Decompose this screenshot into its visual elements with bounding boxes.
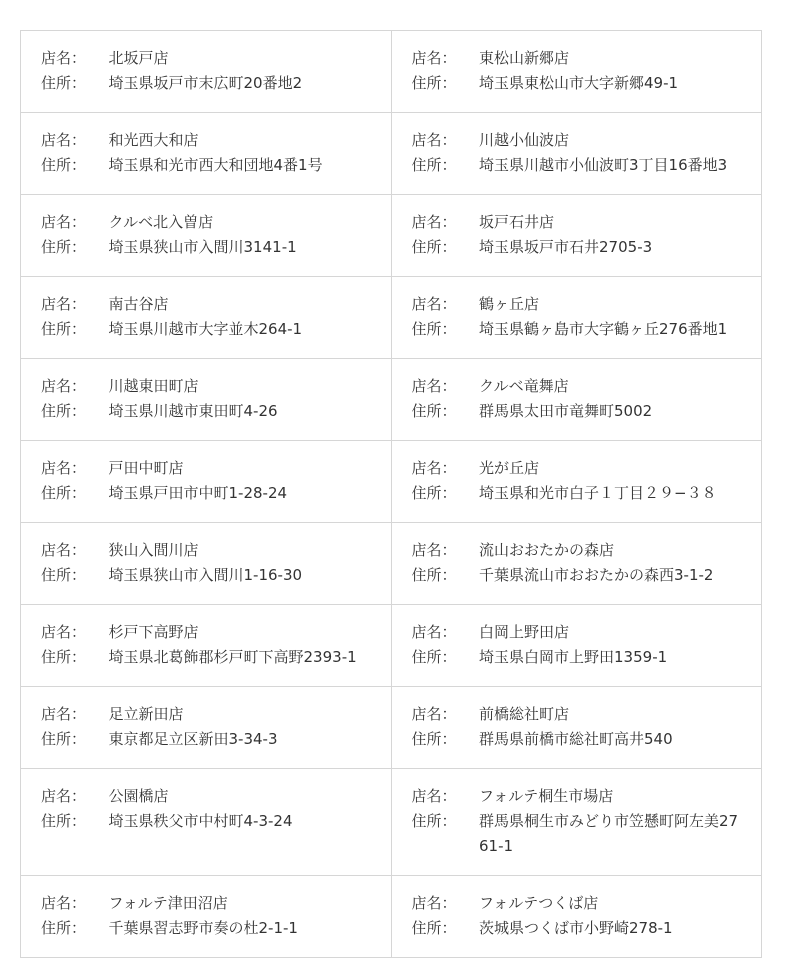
label-gap	[86, 891, 109, 916]
store-name-label: 店名：	[411, 377, 457, 395]
store-address-label: 住所：	[411, 812, 457, 830]
label-gap	[457, 645, 480, 670]
store-address: 群馬県太田市竜舞町5002	[479, 402, 653, 420]
store-name-label: 店名：	[41, 705, 87, 723]
store-cell	[391, 113, 762, 195]
store-address: 群馬県桐生市みどり市笠懸町阿左美2761-1	[479, 812, 739, 855]
store-name-line	[41, 128, 371, 153]
store-address-line	[41, 399, 371, 424]
store-address-line	[412, 481, 742, 506]
store-cell	[391, 523, 762, 605]
label-gap	[86, 702, 109, 727]
store-name-label: 店名：	[41, 295, 87, 313]
store-address-line	[412, 727, 742, 752]
store-name-line	[41, 46, 371, 71]
store-address-line	[412, 235, 742, 260]
table-row	[21, 441, 762, 523]
store-address-label: 住所：	[411, 730, 457, 748]
store-name: 東松山新郷店	[479, 49, 570, 67]
store-name-label: 店名：	[41, 541, 87, 559]
store-address: 埼玉県戸田市中町1-28-24	[108, 484, 288, 502]
store-cell	[21, 277, 392, 359]
store-address-label: 住所：	[41, 648, 87, 666]
label-gap	[457, 702, 480, 727]
store-name: 南古谷店	[108, 295, 169, 313]
store-address: 埼玉県狭山市入間川1-16-30	[108, 566, 303, 584]
store-address-label: 住所：	[411, 484, 457, 502]
store-name-line	[412, 891, 742, 916]
label-gap	[457, 481, 480, 506]
label-gap	[86, 563, 109, 588]
store-name-line	[41, 292, 371, 317]
store-address-line	[412, 317, 742, 342]
label-gap	[457, 317, 480, 342]
store-address-label: 住所：	[411, 74, 457, 92]
store-address: 埼玉県坂戸市末広町20番地2	[108, 74, 303, 92]
store-cell	[391, 359, 762, 441]
store-name-label: 店名：	[411, 541, 457, 559]
store-name-label: 店名：	[411, 787, 457, 805]
store-name: 白岡上野田店	[479, 623, 570, 641]
label-gap	[86, 809, 109, 834]
store-name: 坂戸石井店	[479, 213, 555, 231]
store-name-label: 店名：	[41, 459, 87, 477]
store-address: 埼玉県狭山市入間川3141-1	[108, 238, 297, 256]
label-gap	[86, 317, 109, 342]
store-address-line	[41, 153, 371, 178]
table-row	[21, 195, 762, 277]
store-cell	[21, 359, 392, 441]
label-gap	[457, 292, 480, 317]
label-gap	[86, 538, 109, 563]
store-address: 埼玉県秩父市中村町4-3-24	[108, 812, 293, 830]
store-cell	[391, 876, 762, 958]
store-address: 埼玉県川越市小仙波町3丁目16番地3	[479, 156, 728, 174]
store-address: 埼玉県白岡市上野田1359-1	[479, 648, 668, 666]
store-name-line	[41, 620, 371, 645]
store-name-label: 店名：	[41, 213, 87, 231]
store-cell	[21, 195, 392, 277]
store-address-label: 住所：	[41, 74, 87, 92]
store-list-body	[21, 31, 762, 958]
store-address: 東京都足立区新田3-34-3	[108, 730, 278, 748]
store-name-line	[41, 456, 371, 481]
store-cell	[21, 31, 392, 113]
label-gap	[86, 456, 109, 481]
store-name-line	[41, 784, 371, 809]
store-cell	[21, 769, 392, 876]
store-address: 千葉県習志野市奏の杜2-1-1	[108, 919, 298, 937]
label-gap	[457, 153, 480, 178]
store-address-label: 住所：	[411, 402, 457, 420]
store-name-label: 店名：	[411, 894, 457, 912]
store-name-label: 店名：	[41, 377, 87, 395]
table-row	[21, 769, 762, 876]
label-gap	[457, 399, 480, 424]
store-address-line	[41, 563, 371, 588]
store-name-label: 店名：	[411, 705, 457, 723]
store-address-label: 住所：	[41, 156, 87, 174]
store-name: 戸田中町店	[108, 459, 184, 477]
store-address-line	[41, 481, 371, 506]
store-cell	[21, 523, 392, 605]
store-name-line	[412, 210, 742, 235]
store-address: 千葉県流山市おおたかの森西3-1-2	[479, 566, 714, 584]
store-name: 鶴ヶ丘店	[479, 295, 540, 313]
table-row	[21, 113, 762, 195]
label-gap	[86, 374, 109, 399]
store-cell	[391, 195, 762, 277]
table-row	[21, 359, 762, 441]
store-address-label: 住所：	[41, 238, 87, 256]
store-name-line	[41, 891, 371, 916]
store-address-line	[412, 399, 742, 424]
store-name-line	[412, 456, 742, 481]
store-name-label: 店名：	[411, 213, 457, 231]
store-name-line	[412, 620, 742, 645]
store-name: クルベ北入曽店	[108, 213, 214, 231]
label-gap	[457, 456, 480, 481]
label-gap	[457, 727, 480, 752]
store-address-label: 住所：	[41, 484, 87, 502]
store-cell	[391, 277, 762, 359]
store-address-line	[412, 809, 742, 859]
store-name: 流山おおたかの森店	[479, 541, 615, 559]
store-name-label: 店名：	[41, 623, 87, 641]
store-address-line	[41, 235, 371, 260]
store-address-line	[412, 563, 742, 588]
store-name: 公園橋店	[108, 787, 169, 805]
store-address-label: 住所：	[41, 730, 87, 748]
store-address-line	[412, 153, 742, 178]
store-name: 狭山入間川店	[108, 541, 199, 559]
store-list-table	[20, 30, 762, 958]
table-row	[21, 605, 762, 687]
store-address-label: 住所：	[411, 919, 457, 937]
store-address: 埼玉県東松山市大字新郷49-1	[479, 74, 679, 92]
label-gap	[457, 809, 480, 859]
table-row	[21, 876, 762, 958]
store-name: 和光西大和店	[108, 131, 199, 149]
store-address-label: 住所：	[41, 402, 87, 420]
store-address-label: 住所：	[41, 812, 87, 830]
store-cell	[21, 113, 392, 195]
label-gap	[457, 620, 480, 645]
table-row	[21, 687, 762, 769]
store-name-line	[412, 292, 742, 317]
label-gap	[457, 71, 480, 96]
label-gap	[86, 784, 109, 809]
store-address-line	[412, 916, 742, 941]
label-gap	[457, 784, 480, 809]
store-name: フォルテ桐生市場店	[479, 787, 614, 805]
store-name-line	[41, 702, 371, 727]
store-name: フォルテ津田沼店	[108, 894, 228, 912]
store-address-line	[41, 727, 371, 752]
store-name: 光が丘店	[479, 459, 540, 477]
label-gap	[457, 916, 480, 941]
label-gap	[86, 46, 109, 71]
store-cell	[391, 687, 762, 769]
label-gap	[86, 292, 109, 317]
label-gap	[457, 46, 480, 71]
store-cell	[391, 441, 762, 523]
store-address-line	[41, 645, 371, 670]
table-row	[21, 277, 762, 359]
store-cell	[21, 605, 392, 687]
label-gap	[86, 235, 109, 260]
store-address: 埼玉県川越市東田町4-26	[108, 402, 278, 420]
label-gap	[86, 399, 109, 424]
store-name-label: 店名：	[41, 49, 87, 67]
store-address: 埼玉県坂戸市石井2705-3	[479, 238, 653, 256]
store-address-line	[41, 317, 371, 342]
store-name-label: 店名：	[411, 623, 457, 641]
table-row	[21, 31, 762, 113]
store-cell	[21, 687, 392, 769]
store-address-label: 住所：	[41, 320, 87, 338]
store-address: 埼玉県北葛飾郡杉戸町下高野2393-1	[108, 648, 357, 666]
store-address: 茨城県つくば市小野崎278-1	[479, 919, 673, 937]
store-name-line	[41, 374, 371, 399]
store-address-label: 住所：	[41, 919, 87, 937]
store-name: フォルテつくば店	[479, 894, 599, 912]
label-gap	[86, 128, 109, 153]
store-name: 前橋総社町店	[479, 705, 570, 723]
label-gap	[457, 563, 480, 588]
label-gap	[86, 71, 109, 96]
store-address-label: 住所：	[411, 238, 457, 256]
store-name-line	[412, 538, 742, 563]
store-name-line	[412, 374, 742, 399]
store-name-label: 店名：	[411, 131, 457, 149]
store-name-label: 店名：	[411, 295, 457, 313]
label-gap	[86, 210, 109, 235]
store-address-line	[412, 71, 742, 96]
label-gap	[86, 645, 109, 670]
store-name-line	[412, 784, 742, 809]
store-cell	[391, 605, 762, 687]
store-name: 杉戸下高野店	[108, 623, 199, 641]
label-gap	[86, 916, 109, 941]
label-gap	[457, 235, 480, 260]
store-cell	[391, 769, 762, 876]
label-gap	[457, 538, 480, 563]
store-address-label: 住所：	[411, 320, 457, 338]
store-name-line	[412, 128, 742, 153]
label-gap	[86, 481, 109, 506]
label-gap	[457, 210, 480, 235]
label-gap	[86, 620, 109, 645]
store-cell	[21, 876, 392, 958]
store-address: 埼玉県鶴ヶ島市大字鶴ヶ丘276番地1	[479, 320, 728, 338]
store-address-label: 住所：	[411, 566, 457, 584]
label-gap	[457, 374, 480, 399]
store-name-line	[412, 702, 742, 727]
label-gap	[86, 153, 109, 178]
label-gap	[86, 727, 109, 752]
store-address-line	[41, 71, 371, 96]
store-address: 群馬県前橋市総社町高井540	[479, 730, 673, 748]
store-address-line	[412, 645, 742, 670]
store-name: 川越小仙波店	[479, 131, 570, 149]
store-address-label: 住所：	[41, 566, 87, 584]
store-name: 川越東田町店	[108, 377, 199, 395]
store-address-line	[41, 916, 371, 941]
store-name: 北坂戸店	[108, 49, 169, 67]
store-address: 埼玉県川越市大字並木264-1	[108, 320, 303, 338]
store-name-label: 店名：	[411, 49, 457, 67]
store-address-label: 住所：	[411, 156, 457, 174]
store-name-label: 店名：	[41, 787, 87, 805]
store-name-line	[412, 46, 742, 71]
store-cell	[391, 31, 762, 113]
store-name-label: 店名：	[41, 131, 87, 149]
store-address-line	[41, 809, 371, 834]
store-name-line	[41, 210, 371, 235]
label-gap	[457, 128, 480, 153]
store-name-label: 店名：	[411, 459, 457, 477]
store-name: 足立新田店	[108, 705, 184, 723]
store-name: クルベ竜舞店	[479, 377, 569, 395]
store-address: 埼玉県和光市白子１丁目２９−３８	[479, 484, 717, 502]
store-address-label: 住所：	[411, 648, 457, 666]
store-address: 埼玉県和光市西大和団地4番1号	[108, 156, 323, 174]
store-name-label: 店名：	[41, 894, 87, 912]
store-name-line	[41, 538, 371, 563]
label-gap	[457, 891, 480, 916]
store-cell	[21, 441, 392, 523]
table-row	[21, 523, 762, 605]
